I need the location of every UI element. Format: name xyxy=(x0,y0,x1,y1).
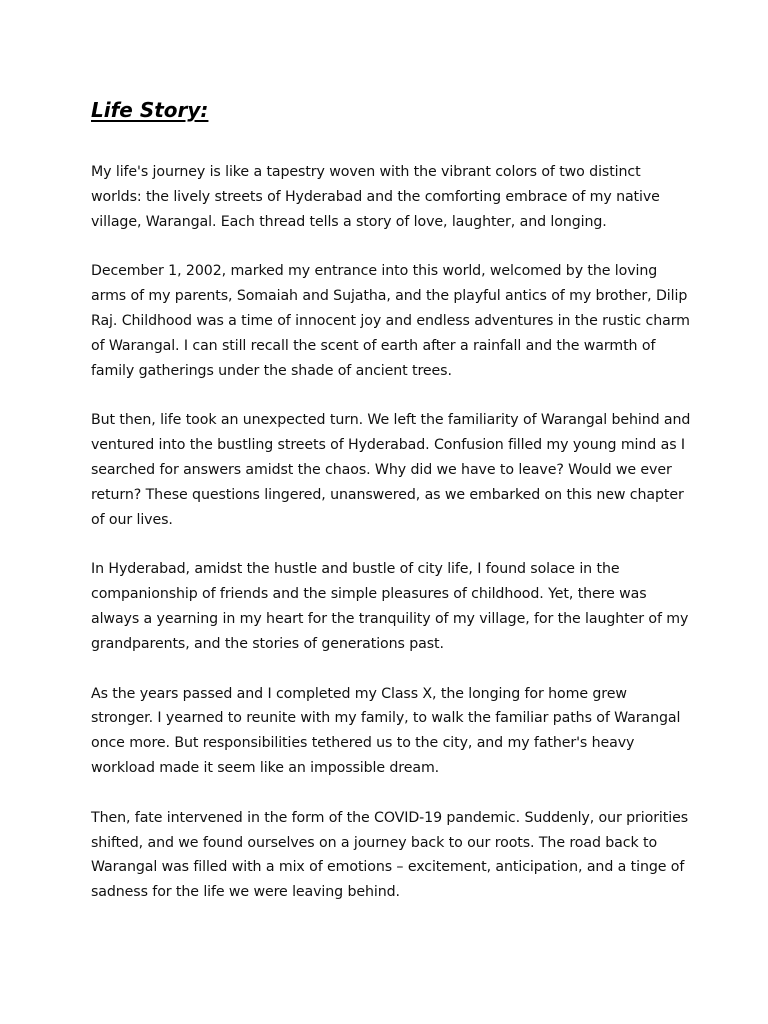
document-title: Life Story: xyxy=(91,98,209,122)
document-body xyxy=(91,96,691,930)
paragraph-5: As the years passed and I completed my Class X, the longing for home grew stronger. I yearned to reunite with my family, to walk the familiar paths of Warangal once more. But responsibilities tethered us to the city, and my father's heavy workload made it seem like an impossible dream. xyxy=(91,685,681,776)
paragraph-4: In Hyderabad, amidst the hustle and bustle of city life, I found solace in the companionship of friends and the simple pleasures of childhood. Yet, there was always a yearning in my heart for the tranquility of my village, for the laughter of my grandparents, and the stories of generations past. xyxy=(91,561,689,652)
paragraph-6: Then, fate intervened in the form of the COVID-19 pandemic. Suddenly, our priorities shifted, and we found ourselves on a journey back to our roots. The road back to Warangal was filled with a mix of emotions – excitement, anticipation, and a tinge of sadness for the life we were leaving behind. xyxy=(91,809,689,901)
paragraph-1: My life's journey is like a tapestry woven with the vibrant colors of two distinct worlds: the lively streets of Hyderabad and the comforting embrace of my native village, Warangal. Each thread tells a story of love, laughter, and longing. xyxy=(91,164,660,230)
paragraph-2: December 1, 2002, marked my entrance into this world, welcomed by the loving arms of my parents, Somaiah and Sujatha, and the playful antics of my brother, Dilip Raj. Childhood was a time of innocent joy and endless adventures in the rustic charm of Warangal. I can still recall the scent of earth after a rainfall and the warmth of family gatherings under the shade of ancient trees. xyxy=(91,263,690,379)
paragraph-3: But then, life took an unexpected turn. We left the familiarity of Warangal behind and ventured into the bustling streets of Hyderabad. Confusion filled my young mind as I searched for answers amidst the chaos. Why did we have to leave? Would we ever return? These questions lingered, unanswered, as we embarked on this new chapter of our lives. xyxy=(91,412,691,528)
